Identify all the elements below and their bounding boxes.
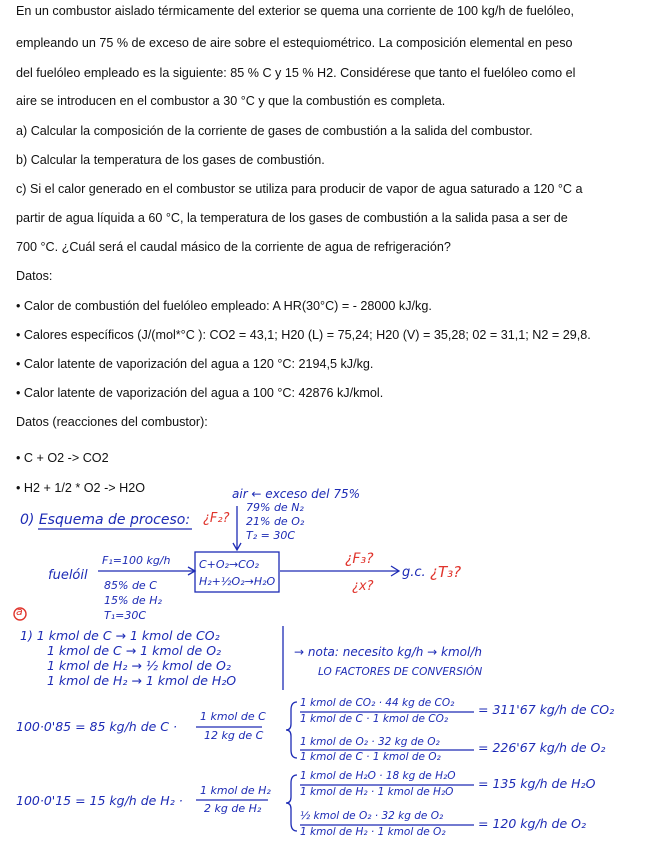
problem-line: aire se introducen en el combustor a 30 °C y que la combustión es completa. — [16, 94, 446, 108]
h2-frac-num: 1 kmol de H₂ — [200, 784, 271, 797]
reaction-carbon: C+O₂→CO₂ — [199, 558, 259, 571]
o2c-result: = 226'67 kg/h de O₂ — [478, 740, 606, 755]
problem-line: empleando un 75 % de exceso de aire sobre el estequiométrico. La composición elemental en peso — [16, 36, 573, 50]
problem-line: • C + O2 -> CO2 — [16, 451, 109, 465]
ratio-line: 1 kmol de H₂ → 1 kmol de H₂O — [47, 673, 237, 688]
factors-text: LO FACTORES DE CONVERSIÓN — [318, 666, 483, 678]
problem-line: • H2 + 1/2 * O2 -> H2O — [16, 481, 146, 495]
ratio-line: 1 kmol de C → 1 kmol de O₂ — [47, 643, 222, 658]
carbon-frac-num: 1 kmol de C — [200, 710, 266, 723]
brace-carbon — [286, 702, 297, 758]
reaction-hydrogen: H₂+½O₂→H₂O — [199, 575, 276, 588]
fuel-carbon: 85% de C — [104, 579, 157, 592]
co2-result: = 311'67 kg/h de CO₂ — [478, 702, 615, 717]
air-o2: 21% de O₂ — [246, 515, 305, 528]
note-text: → nota: necesito kg/h → kmol/h — [294, 645, 483, 659]
o2h-frac-den: 1 kmol de H₂ · 1 kmol de O₂ — [300, 826, 446, 838]
o2c-frac-num: 1 kmol de O₂ · 32 kg de O₂ — [300, 736, 440, 748]
scheme-title: 0) Esquema de proceso: — [20, 512, 191, 528]
problem-line: Datos: — [16, 269, 53, 283]
brace-hydrogen — [286, 775, 297, 831]
carbon-frac-den: 12 kg de C — [204, 729, 264, 742]
problem-line: a) Calcular la composición de la corriente de gases de combustión a la salida del combustor. — [16, 124, 533, 138]
co2-frac-den: 1 kmol de C · 1 kmol de CO₂ — [300, 713, 449, 725]
x-label: ¿x? — [352, 579, 374, 594]
problem-line: • Calor latente de vaporización del agua a 100 °C: 42876 kJ/kmol. — [16, 386, 384, 400]
o2h-result: = 120 kg/h de O₂ — [478, 816, 587, 831]
problem-line: • Calor latente de vaporización del agua a 120 °C: 2194,5 kJ/kg. — [16, 357, 374, 371]
problem-line: En un combustor aislado térmicamente del exterior se quema una corriente de 100 kg/h de fuelóleo, — [16, 4, 574, 18]
fuel-temp: T₁=30C — [104, 609, 147, 622]
problem-line: Datos (reacciones del combustor): — [16, 415, 208, 429]
t3-label: ¿T₃? — [430, 563, 462, 581]
h2-calc: 100·0'15 = 15 kg/h de H₂ · — [16, 793, 183, 808]
carbon-calc: 100·0'85 = 85 kg/h de C · — [16, 719, 177, 734]
ratio-line: 1 kmol de H₂ → ½ kmol de O₂ — [47, 658, 231, 673]
problem-line: c) Si el calor generado en el combustor se utiliza para producir de vapor de agua saturado a 120 °C a — [16, 182, 583, 196]
part-a-label: a — [16, 605, 23, 618]
h2o-result: = 135 kg/h de H₂O — [478, 776, 596, 791]
problem-line: • Calor de combustión del fuelóleo empleado: A HR(30°C) = - 28000 kJ/kg. — [16, 299, 432, 313]
h2o-frac-num: 1 kmol de H₂O · 18 kg de H₂O — [300, 770, 456, 782]
o2h-frac-num: ½ kmol de O₂ · 32 kg de O₂ — [300, 810, 444, 822]
f3-label: ¿F₃? — [345, 551, 374, 567]
problem-line: b) Calcular la temperatura de los gases de combustión. — [16, 153, 325, 167]
gc-label: g.c. — [402, 565, 426, 580]
problem-line: 700 °C. ¿Cuál será el caudal másico de la corriente de agua de refrigeración? — [16, 240, 451, 254]
problem-line: del fuelóleo empleado es la siguiente: 85 % C y 15 % H2. Considérese que tanto el fuelóleo como el — [16, 66, 576, 80]
problem-line: partir de agua líquida a 60 °C, la temperatura de los gases de combustión a la salida pasa a ser de — [16, 211, 568, 225]
f1-label: F₁=100 kg/h — [102, 554, 171, 567]
fuel-hydrogen: 15% de H₂ — [104, 594, 162, 607]
co2-frac-num: 1 kmol de CO₂ · 44 kg de CO₂ — [300, 697, 455, 709]
problem-line: • Calores específicos (J/(mol*°C ): CO2 = 43,1; H20 (L) = 75,24; H20 (V) = 35,28; 02 = 31,1; N2 = 29,8. — [16, 328, 591, 342]
o2c-frac-den: 1 kmol de C · 1 kmol de O₂ — [300, 751, 441, 763]
h2-frac-den: 2 kg de H₂ — [204, 802, 262, 815]
ratio-line: 1) 1 kmol de C → 1 kmol de CO₂ — [20, 628, 220, 643]
fuel-label: fuelóil — [48, 568, 88, 583]
air-n2: 79% de N₂ — [246, 501, 304, 514]
f2-label: ¿F₂? — [203, 511, 230, 526]
air-temp: T₂ = 30C — [246, 529, 296, 542]
air-label: air ← exceso del 75% — [232, 487, 360, 501]
h2o-frac-den: 1 kmol de H₂ · 1 kmol de H₂O — [300, 786, 454, 798]
